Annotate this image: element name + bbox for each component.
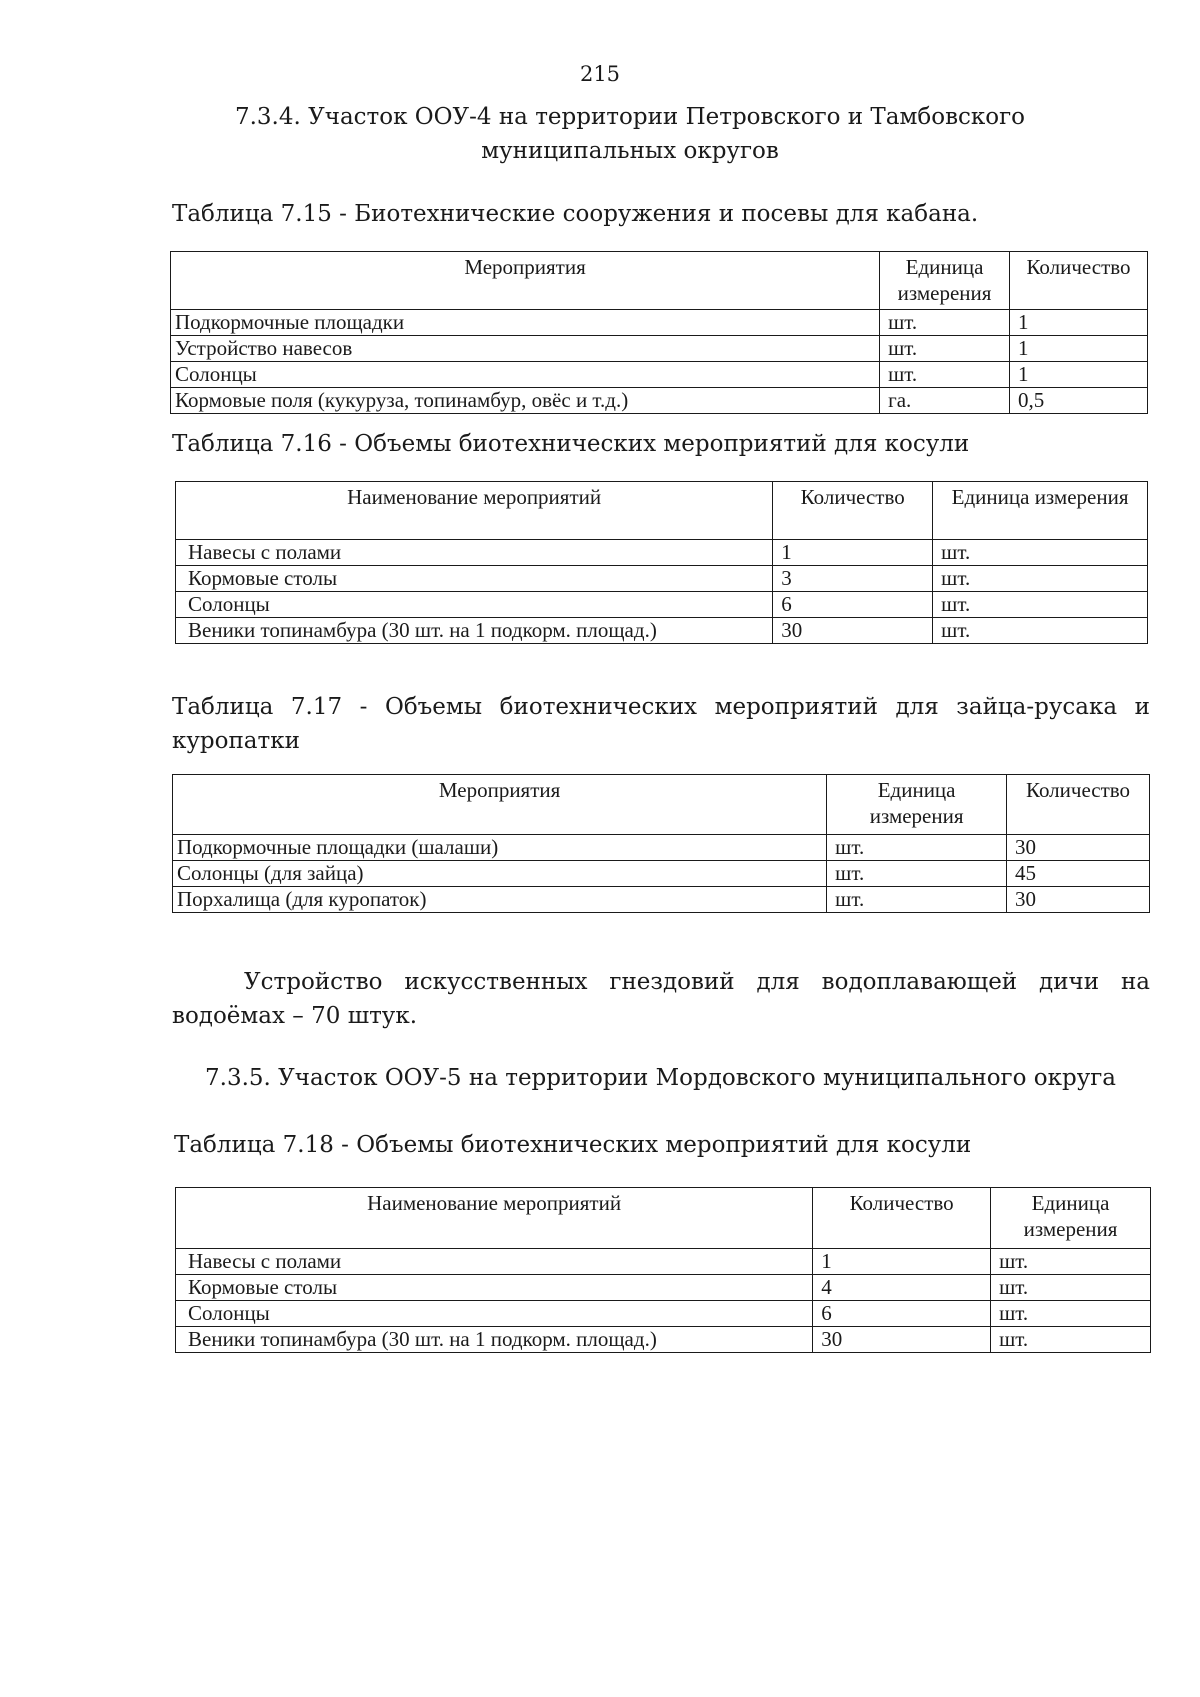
- section-heading-7-3-5: 7.3.5. Участок ООУ-5 на территории Мордовского муниципального округа: [205, 1065, 1116, 1091]
- cell-activity: Кормовые поля (кукуруза, топинамбур, овёс и т.д.): [171, 388, 880, 414]
- section-heading-line: 7.3.4. Участок ООУ-4 на территории Петровского и Тамбовского: [234, 104, 1026, 130]
- column-header: Единица измерения: [880, 252, 1010, 310]
- table-row: [173, 887, 1150, 913]
- cell-quantity: 4: [813, 1275, 991, 1301]
- cell-unit: шт.: [880, 310, 1010, 336]
- cell-activity: Солонцы: [176, 1301, 813, 1327]
- cell-quantity: 6: [773, 592, 933, 618]
- cell-activity: Навесы с полами: [176, 1249, 813, 1275]
- cell-quantity: 3: [773, 566, 933, 592]
- cell-unit: шт.: [880, 362, 1010, 388]
- cell-quantity: 1: [1010, 336, 1148, 362]
- column-header: Единица измерения: [991, 1188, 1151, 1249]
- cell-unit: шт.: [827, 861, 1007, 887]
- cell-unit: шт.: [933, 592, 1148, 618]
- cell-quantity: 1: [813, 1249, 991, 1275]
- cell-activity: Солонцы: [176, 592, 773, 618]
- table-row: [176, 1249, 1151, 1275]
- section-heading-7-3-4: [200, 100, 1060, 168]
- column-header: Единица измерения: [827, 775, 1007, 835]
- cell-activity: Солонцы: [171, 362, 880, 388]
- cell-unit: шт.: [827, 835, 1007, 861]
- cell-unit: шт.: [880, 336, 1010, 362]
- cell-activity: Веники топинамбура (30 шт. на 1 подкорм. площад.): [176, 1327, 813, 1353]
- cell-unit: шт.: [933, 566, 1148, 592]
- table-row: [173, 861, 1150, 887]
- cell-activity: Кормовые столы: [176, 566, 773, 592]
- cell-activity: Веники топинамбура (30 шт. на 1 подкорм. площад.): [176, 618, 773, 644]
- table-7-17: [172, 774, 1150, 913]
- table-7-16: [175, 481, 1148, 644]
- cell-unit: шт.: [933, 618, 1148, 644]
- cell-unit: шт.: [991, 1249, 1151, 1275]
- column-header: Мероприятия: [173, 775, 827, 835]
- cell-quantity: 30: [813, 1327, 991, 1353]
- cell-unit: шт.: [933, 540, 1148, 566]
- cell-activity: Подкормочные площадки: [171, 310, 880, 336]
- table-caption-7-16: Таблица 7.16 - Объемы биотехнических мероприятий для косули: [172, 431, 970, 457]
- cell-quantity: 0,5: [1010, 388, 1148, 414]
- cell-activity: Навесы с полами: [176, 540, 773, 566]
- cell-quantity: 1: [1010, 310, 1148, 336]
- table-row: [171, 336, 1148, 362]
- table-row: [171, 362, 1148, 388]
- cell-quantity: 30: [773, 618, 933, 644]
- table-caption-7-15: Таблица 7.15 - Биотехнические сооружения и посевы для кабана.: [172, 201, 979, 227]
- column-header: Количество: [813, 1188, 991, 1249]
- section-heading-line: муниципальных округов: [481, 138, 779, 164]
- column-header: Единица измерения: [933, 482, 1148, 540]
- table-7-15: [170, 251, 1148, 414]
- table-7-18: [175, 1187, 1151, 1353]
- cell-unit: шт.: [991, 1301, 1151, 1327]
- cell-quantity: 30: [1007, 835, 1150, 861]
- cell-quantity: 45: [1007, 861, 1150, 887]
- table-row: [176, 1301, 1151, 1327]
- column-header: Количество: [1007, 775, 1150, 835]
- cell-unit: шт.: [991, 1327, 1151, 1353]
- table-caption-7-18: Таблица 7.18 - Объемы биотехнических мероприятий для косули: [174, 1132, 972, 1158]
- cell-quantity: 30: [1007, 887, 1150, 913]
- table-row: [176, 540, 1148, 566]
- cell-unit: га.: [880, 388, 1010, 414]
- table-row: [176, 1327, 1151, 1353]
- cell-quantity: 6: [813, 1301, 991, 1327]
- column-header: Наименование мероприятий: [176, 482, 773, 540]
- table-row: [171, 388, 1148, 414]
- cell-quantity: 1: [773, 540, 933, 566]
- table-row: [176, 618, 1148, 644]
- table-row: [173, 835, 1150, 861]
- cell-activity: Устройство навесов: [171, 336, 880, 362]
- table-row: [176, 592, 1148, 618]
- column-header: Наименование мероприятий: [176, 1188, 813, 1249]
- table-row: [176, 1275, 1151, 1301]
- cell-unit: шт.: [827, 887, 1007, 913]
- page-number: 215: [579, 62, 621, 86]
- cell-unit: шт.: [991, 1275, 1151, 1301]
- cell-activity: Солонцы (для зайца): [173, 861, 827, 887]
- table-row: [176, 566, 1148, 592]
- table-row: [171, 310, 1148, 336]
- column-header: Количество: [773, 482, 933, 540]
- table-caption-7-17: Таблица 7.17 - Объемы биотехнических мероприятий для зайца-русака и куропатки: [172, 694, 1150, 754]
- cell-quantity: 1: [1010, 362, 1148, 388]
- cell-activity: Подкормочные площадки (шалаши): [173, 835, 827, 861]
- cell-activity: Порхалища (для куропаток): [173, 887, 827, 913]
- column-header: Мероприятия: [171, 252, 880, 310]
- cell-activity: Кормовые столы: [176, 1275, 813, 1301]
- nesting-paragraph: Устройство искусственных гнездовий для водоплавающей дичи на водоёмах – 70 штук.: [172, 969, 1150, 1029]
- column-header: Количество: [1010, 252, 1148, 310]
